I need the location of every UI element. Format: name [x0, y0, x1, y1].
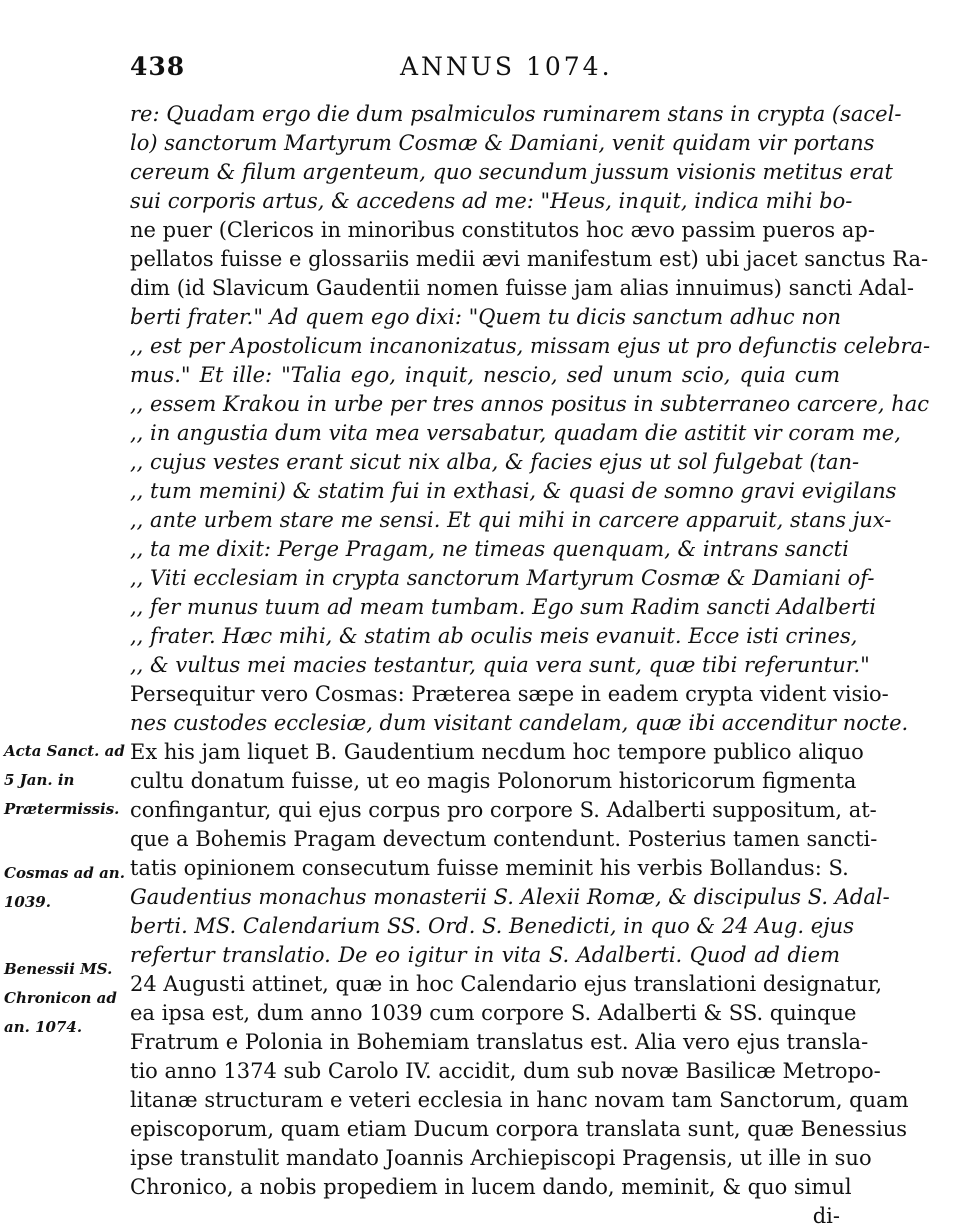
text-line-2: lo) sanctorum Martyrum Cosmæ & Damiani, venit quidam vir portans [130, 131, 875, 155]
text-line-35: litanæ structuram e veteri ecclesia in hanc novam tam Sanctorum, quam [130, 1088, 909, 1112]
text-line-9: ,, est per Apostolicum incanonizatus, missam ejus ut pro defunctis celebra- [130, 334, 931, 358]
marginal-note-line: Chronicon ad [4, 989, 117, 1007]
text-line-38: Chronico, a nobis propediem in lucem dando, meminit, & quo simul [130, 1175, 852, 1199]
text-line-25: confingantur, qui ejus corpus pro corpore S. Adalberti suppositum, at- [130, 798, 877, 822]
text-line-31: 24 Augusti attinet, quæ in hoc Calendario ejus translationi designatur, [130, 972, 883, 996]
text-line-34: tio anno 1374 sub Carolo IV. accidit, dum sub novæ Basilicæ Metropo- [130, 1059, 881, 1083]
running-head: ANNUS 1074. [400, 52, 613, 81]
text-line-16: ,, ta me dixit: Perge Pragam, ne timeas quenquam, & intrans sancti [130, 537, 849, 561]
body-text [130, 100, 931, 1231]
text-line-33: Fratrum e Polonia in Bohemiam translatus est. Alia vero ejus transla- [130, 1030, 869, 1054]
text-line-37: ipse transtulit mandato Joannis Archiepiscopi Pragensis, ut ille in suo [130, 1146, 872, 1170]
marginal-note-line: 5 Jan. in [4, 771, 75, 789]
text-line-3: cereum & filum argenteum, quo secundum jussum visionis metitus erat [130, 160, 893, 184]
text-line-26: que a Bohemis Pragam devectum contendunt. Posterius tamen sancti- [130, 827, 878, 851]
text-line-20: ,, & vultus mei macies testantur, quia vera sunt, quæ tibi referuntur." [130, 653, 870, 677]
marginal-note-line: Prætermissis. [4, 800, 120, 818]
text-line-14: ,, tum memini) & statim fui in exthasi, & quasi de somno gravi evigilans [130, 479, 897, 503]
text-line-23: Ex his jam liquet B. Gaudentium necdum hoc tempore publico aliquo [130, 740, 864, 764]
text-line-28: Gaudentius monachus monasterii S. Alexii Romæ, & discipulus S. Adal- [130, 885, 890, 909]
marginal-note-cosmas [4, 859, 126, 917]
text-line-24: cultu donatum fuisse, ut eo magis Polonorum historicorum figmenta [130, 769, 857, 793]
catchword: di- [812, 1204, 840, 1228]
text-line-15: ,, ante urbem stare me sensi. Et qui mihi in carcere apparuit, stans jux- [130, 508, 892, 532]
text-line-7: dim (id Slavicum Gaudentii nomen fuisse jam alias innuimus) sancti Adal- [130, 276, 914, 300]
marginal-note-acta [4, 737, 126, 824]
marginal-note-line: 1039. [4, 893, 51, 911]
text-line-8: berti frater." Ad quem ego dixi: "Quem tu dicis sanctum adhuc non [130, 305, 842, 329]
text-line-13: ,, cujus vestes erant sicut nix alba, & facies ejus ut sol fulgebat (tan- [130, 450, 860, 474]
text-line-29: berti. MS. Calendarium SS. Ord. S. Benedicti, in quo & 24 Aug. ejus [130, 914, 854, 938]
text-line-21: Persequitur vero Cosmas: Præterea sæpe in eadem crypta vident visio- [130, 682, 889, 706]
text-line-32: ea ipsa est, dum anno 1039 cum corpore S. Adalberti & SS. quinque [130, 1001, 857, 1025]
marginal-note-line: Acta Sanct. ad [4, 742, 125, 760]
text-line-1: re: Quadam ergo die dum psalmiculos ruminarem stans in crypta (sacel- [130, 102, 902, 126]
marginal-note-benessius [4, 955, 126, 1042]
text-line-11: ,, essem Krakou in urbe per tres annos positus in subterraneo carcere, hac [130, 392, 929, 416]
text-line-17: ,, Viti ecclesiam in crypta sanctorum Martyrum Cosmæ & Damiani of- [130, 566, 875, 590]
page-header [0, 52, 960, 88]
text-line-18: ,, fer munus tuum ad meam tumbam. Ego sum Radim sancti Adalberti [130, 595, 877, 619]
text-line-22: nes custodes ecclesiæ, dum visitant candelam, quæ ibi accenditur nocte. [130, 711, 909, 735]
text-line-6: pellatos fuisse e glossariis medii ævi manifestum est) ubi jacet sanctus Ra- [130, 247, 929, 271]
text-line-4: sui corporis artus, & accedens ad me: "Heus, inquit, indica mihi bo- [130, 189, 853, 213]
text-line-10: mus." Et ille: "Talia ego, inquit, nescio, sed unum scio, quia cum [130, 363, 840, 387]
text-line-36: episcoporum, quam etiam Ducum corpora translata sunt, quæ Benessius [130, 1117, 907, 1141]
text-line-12: ,, in angustia dum vita mea versabatur, quadam die astitit vir coram me, [130, 421, 901, 445]
marginal-note-line: Benessii MS. [4, 960, 113, 978]
text-line-5: ne puer (Clericos in minoribus constitutos hoc ævo passim pueros ap- [130, 218, 875, 242]
text-line-19: ,, frater. Hæc mihi, & statim ab oculis meis evanuit. Ecce isti crines, [130, 624, 858, 648]
text-line-27: tatis opinionem consecutum fuisse meminit his verbis Bollandus: S. [130, 856, 849, 880]
marginal-note-line: an. 1074. [4, 1018, 83, 1036]
page-number: 438 [130, 52, 186, 81]
text-line-30: refertur translatio. De eo igitur in vita S. Adalberti. Quod ad diem [130, 943, 840, 967]
marginal-note-line: Cosmas ad an. [4, 864, 125, 882]
